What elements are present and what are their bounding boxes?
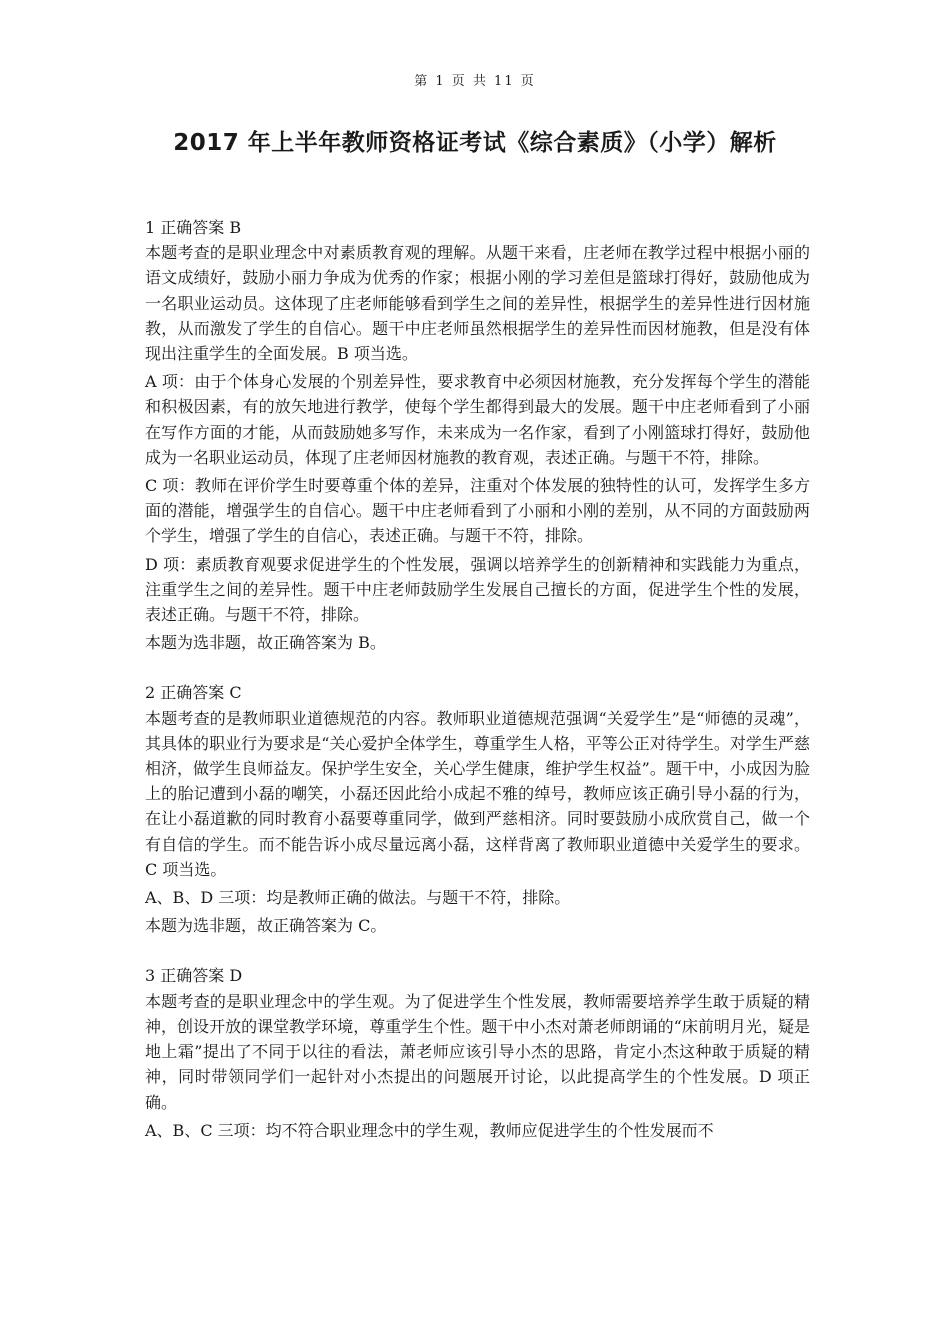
paragraph: 本题为选非题，故正确答案为 C。 <box>145 916 387 936</box>
paragraph: 本题为选非题，故正确答案为 B。 <box>145 633 386 653</box>
paragraph: A、B、C 三项：均不符合职业理念中的学生观，教师应促进学生的个性发展而不 <box>145 1120 714 1140</box>
answer-heading: 1 正确答案 B <box>145 218 242 237</box>
page-header: 第 1 页 共 11 页 <box>414 74 536 89</box>
paragraph: 本题考查的是教师职业道德规范的内容。教师职业道德规范强调“关爱学生”是“师德的灵魂”，其具体的职业行为要求是“关心爱护全体学生，尊重学生人格，平等公正对待学生。对学生严慈相济，做学生良师益友。保护学生安全，关心学生健康，维护学生权益”。题干中，小成因为脸上的胎记遭到小磊的嘲笑，小磊还因此给小成起不雅的绰号，教师应该正确引导小磊的行为，在让小磊道歉的同时教育小磊要尊重同学，做到严慈相济。同时要鼓励小成欣赏自己，做一个有自信的学生。而不能告诉小成尽量远离小磊，这样背离了教师职业道德中关爱学生的要求。C 项当选。 <box>145 708 810 879</box>
paragraph: A 项：由于个体身心发展的个别差异性，要求教育中必须因材施教，充分发挥每个学生的潜能和积极因素，有的放矢地进行教学，使每个学生都得到最大的发展。题干中庄老师看到了小丽在写作方面的才能，从而鼓励她多写作，未来成为一名作家，看到了小刚篮球打得好，鼓励他成为一名职业运动员，体现了庄老师因材施教的教育观，表述正确。与题干不符，排除。 <box>145 372 810 467</box>
paragraph: A、B、D 三项：均是教师正确的做法。与题干不符，排除。 <box>145 888 571 908</box>
document-title: 2017 年上半年教师资格证考试《综合素质》（小学）解析 <box>173 130 777 156</box>
question-2 <box>145 680 810 938</box>
paragraph: C 项：教师在评价学生时要尊重个体的差异，注重对个体发展的独特性的认可，发挥学生多方面的潜能，增强学生的自信心。题干中庄老师看到了小丽和小刚的差别，从不同的方面鼓励两个学生，增强了学生的自信心，表述正确。与题干不符，排除。 <box>145 476 810 546</box>
paragraph: 本题考查的是职业理念中的学生观。为了促进学生个性发展，教师需要培养学生敢于质疑的精神，创设开放的课堂教学环境，尊重学生个性。题干中小杰对萧老师朗诵的“床前明月光，疑是地上霜”提出了不同于以往的看法，萧老师应该引导小杰的思路，肯定小杰这种敢于质疑的精神，同时带领同学们一起针对小杰提出的问题展开讨论，以此提高学生的个性发展。D 项正确。 <box>145 991 810 1112</box>
question-1 <box>145 215 810 655</box>
paragraph: D 项：素质教育观要求促进学生的个性发展，强调以培养学生的创新精神和实践能力为重点，注重学生之间的差异性。题干中庄老师鼓励学生发展自己擅长的方面，促进学生个性的发展，表述正确。与题干不符，排除。 <box>145 554 810 625</box>
answer-heading: 3 正确答案 D <box>145 966 243 986</box>
paragraph: 本题考查的是职业理念中对素质教育观的理解。从题干来看，庄老师在教学过程中根据小丽的语文成绩好，鼓励小丽力争成为优秀的作家；根据小刚的学习差但是篮球打得好，鼓励他成为一名职业运动员。这体现了庄老师能够看到学生之间的差异性，根据学生的差异性进行因材施教，从而激发了学生的自信心。题干中庄老师虽然根据学生的差异性而因材施教，但是没有体现出注重学生的全面发展。B 项当选。 <box>145 243 810 364</box>
question-3 <box>145 963 810 1142</box>
document-body <box>145 215 810 1168</box>
answer-heading: 2 正确答案 C <box>145 683 242 703</box>
